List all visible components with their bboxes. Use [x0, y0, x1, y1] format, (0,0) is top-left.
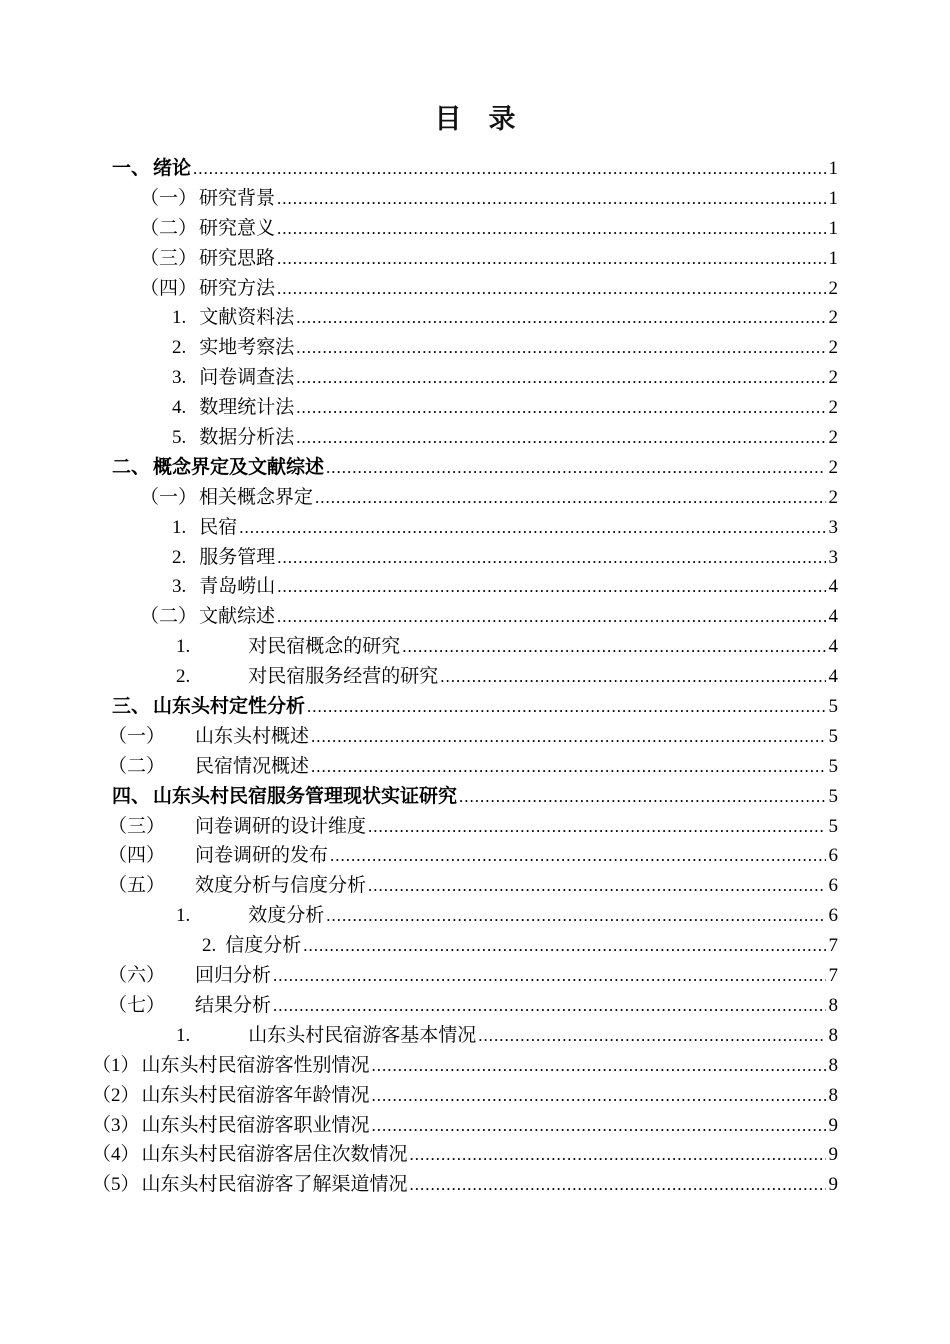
toc-entry-page: 9 [828, 1144, 838, 1166]
toc-entry-page: 5 [828, 785, 838, 807]
dot-leader [193, 154, 826, 184]
dot-leader [372, 1051, 826, 1081]
dot-leader [315, 483, 826, 513]
toc-entry-title: 绪论 [153, 158, 192, 179]
dot-leader [273, 961, 826, 991]
toc-entry-marker: （二） [140, 217, 198, 239]
dot-leader [296, 393, 826, 423]
toc-entry-title: 效度分析与信度分析 [195, 875, 367, 897]
dot-leader [410, 1140, 826, 1170]
toc-entry[interactable] [0, 871, 950, 901]
toc-entry[interactable] [0, 1170, 950, 1200]
dot-leader [277, 184, 826, 214]
toc-entry-title: 文献资料法 [199, 307, 295, 329]
toc-entry[interactable] [0, 662, 950, 692]
toc-entry-marker: 2. [172, 546, 187, 568]
dot-leader [368, 812, 826, 842]
toc-entry-title: 服务管理 [199, 546, 276, 568]
dot-leader [296, 333, 826, 363]
toc-entry-page: 2 [828, 456, 838, 478]
toc-entry-page: 9 [828, 1114, 838, 1136]
toc-entry-title: 实地考察法 [199, 337, 295, 359]
toc-entry[interactable] [0, 513, 950, 543]
toc-entry-title: 研究背景 [199, 187, 276, 209]
toc-entry-marker: 二、 [112, 456, 151, 478]
dot-leader [326, 453, 826, 483]
dot-leader [402, 632, 826, 662]
toc-entry[interactable] [0, 572, 950, 602]
toc-entry[interactable] [0, 991, 950, 1021]
toc-entry[interactable] [0, 214, 950, 244]
dot-leader [311, 722, 826, 752]
toc-entry-title: 文献综述 [199, 606, 276, 628]
toc-entry-page: 6 [828, 875, 838, 897]
dot-leader [372, 1081, 826, 1111]
dot-leader [440, 662, 826, 692]
toc-entry-page: 3 [828, 546, 838, 568]
toc-entry-page: 4 [828, 606, 838, 628]
dot-leader [296, 423, 826, 453]
toc-entry-marker: （七） [108, 994, 166, 1016]
toc-entry-title: 效度分析 [248, 905, 325, 927]
toc-entry-marker: （五） [108, 875, 166, 897]
toc-entry-marker: （四） [108, 845, 166, 867]
toc-entry-page: 6 [828, 905, 838, 927]
toc-entry[interactable] [0, 841, 950, 871]
toc-entry-marker: 2. [172, 337, 187, 359]
toc-entry-page: 2 [828, 277, 838, 299]
dot-leader [277, 274, 826, 304]
toc-entry[interactable] [0, 154, 950, 184]
toc-entry-page: 5 [828, 815, 838, 837]
toc-entry-title: 研究方法 [199, 277, 276, 299]
toc-entry-title: 研究思路 [199, 247, 276, 269]
toc-entry-marker: 2. [202, 935, 217, 957]
dot-leader [326, 901, 826, 931]
toc-entry-page: 3 [828, 516, 838, 538]
toc-entry-page: 8 [828, 1024, 838, 1046]
toc-entry-title: 回归分析 [195, 965, 272, 987]
toc-entry[interactable] [0, 543, 950, 573]
document-title: 目 录 [434, 104, 516, 134]
toc-entry[interactable] [0, 812, 950, 842]
toc-entry-page: 1 [828, 187, 838, 209]
toc-entry-marker: 1. [176, 1024, 191, 1046]
dot-leader [303, 931, 826, 961]
toc-entry-page: 8 [828, 1054, 838, 1076]
toc-entry-marker: （一） [108, 725, 166, 747]
toc-entry-marker: （三） [140, 247, 198, 269]
toc-entry-page: 7 [828, 935, 838, 957]
toc-entry-marker: （3） [92, 1114, 140, 1136]
toc-entry-page: 2 [828, 307, 838, 329]
toc-entry-title: 问卷调研的发布 [195, 845, 329, 867]
toc-entry-page: 5 [828, 696, 838, 718]
toc-entry-page: 2 [828, 367, 838, 389]
toc-entry-marker: 3. [172, 576, 187, 598]
toc-entry[interactable] [0, 722, 950, 752]
toc-entry[interactable] [0, 782, 950, 812]
dot-leader [410, 1170, 826, 1200]
toc-entry-marker: （三） [108, 815, 166, 837]
dot-leader [368, 871, 826, 901]
toc-entry-page: 4 [828, 666, 838, 688]
toc-entry[interactable] [0, 244, 950, 274]
toc-entry-page: 7 [828, 965, 838, 987]
dot-leader [277, 602, 826, 632]
dot-leader [307, 692, 826, 722]
toc-entry-marker: 1. [176, 905, 191, 927]
toc-entry-page: 1 [828, 217, 838, 239]
toc-entry[interactable] [0, 423, 950, 453]
toc-entry[interactable] [0, 1081, 950, 1111]
toc-entry-title: 山东头村定性分析 [153, 696, 306, 718]
toc-entry-title: 山东头村民宿游客年龄情况 [141, 1084, 370, 1106]
toc-entry-title: 山东头村民宿游客性别情况 [141, 1054, 370, 1076]
toc-entry[interactable] [0, 901, 950, 931]
dot-leader [372, 1111, 826, 1141]
toc-entry-title: 问卷调研的设计维度 [195, 815, 367, 837]
toc-entry[interactable] [0, 453, 950, 483]
toc-entry-marker: 2. [176, 666, 191, 688]
toc-entry-title: 相关概念界定 [199, 486, 314, 508]
dot-leader [478, 1021, 826, 1051]
toc-entry-marker: （一） [140, 486, 198, 508]
dot-leader [239, 513, 826, 543]
toc-entry-marker: （六） [108, 965, 166, 987]
toc-entry-marker: 1. [172, 516, 187, 538]
dot-leader [296, 303, 826, 333]
toc-entry[interactable] [0, 483, 950, 513]
toc-entry[interactable] [0, 1021, 950, 1051]
toc-entry-title: 山东头村民宿服务管理现状实证研究 [153, 785, 458, 807]
toc-entry-marker: （四） [140, 277, 198, 299]
dot-leader [277, 214, 826, 244]
toc-entry-title: 山东头村民宿游客基本情况 [248, 1024, 477, 1046]
dot-leader [277, 543, 826, 573]
toc-entry[interactable] [0, 602, 950, 632]
toc-entry-title: 山东头村民宿游客职业情况 [141, 1114, 370, 1136]
toc-entry-page: 4 [828, 576, 838, 598]
toc-entry-marker: （2） [92, 1084, 140, 1106]
toc-entry[interactable] [0, 931, 950, 961]
dot-leader [277, 244, 826, 274]
dot-leader [296, 363, 826, 393]
toc-entry-page: 2 [828, 397, 838, 419]
toc-entry-title: 数据分析法 [199, 427, 295, 449]
toc-entry-title: 结果分析 [195, 994, 272, 1016]
toc-entry-title: 民宿情况概述 [195, 755, 310, 777]
toc-entry[interactable] [0, 1051, 950, 1081]
dot-leader [273, 991, 826, 1021]
toc-entry-title: 青岛崂山 [199, 576, 276, 598]
toc-entry-title: 民宿 [199, 516, 238, 538]
dot-leader [330, 841, 826, 871]
toc-entry-title: 概念界定及文献综述 [153, 456, 325, 478]
toc-entry-marker: （5） [92, 1174, 140, 1196]
toc-entry-page: 8 [828, 1084, 838, 1106]
toc-entry[interactable] [0, 752, 950, 782]
toc-entry-page: 2 [828, 427, 838, 449]
toc-entry[interactable] [0, 632, 950, 662]
toc-entry[interactable] [0, 274, 950, 304]
toc-entry-title: 数理统计法 [199, 397, 295, 419]
toc-entry-marker: 4. [172, 397, 187, 419]
toc-entry-title: 山东头村民宿游客居住次数情况 [141, 1144, 408, 1166]
toc-entry-marker: （二） [108, 755, 166, 777]
toc-entry-page: 5 [828, 725, 838, 747]
dot-leader [459, 782, 826, 812]
toc-entry-marker: 一、 [112, 158, 151, 179]
toc-entry-marker: （4） [92, 1144, 140, 1166]
toc-entry[interactable] [0, 1111, 950, 1141]
toc-entry[interactable] [0, 393, 950, 423]
toc-entry-marker: 四、 [112, 785, 151, 807]
toc-entry-page: 1 [828, 158, 838, 179]
toc-entry-page: 5 [828, 755, 838, 777]
toc-entry[interactable] [0, 184, 950, 214]
toc-list [0, 154, 950, 1200]
toc-entry-page: 2 [828, 337, 838, 359]
toc-entry-title: 对民宿服务经营的研究 [248, 666, 439, 688]
toc-entry-title: 山东头村概述 [195, 725, 310, 747]
toc-entry-title: 研究意义 [199, 217, 276, 239]
toc-entry-title: 对民宿概念的研究 [248, 636, 401, 658]
toc-entry-marker: 三、 [112, 696, 151, 718]
toc-entry-marker: 5. [172, 427, 187, 449]
toc-entry-page: 4 [828, 636, 838, 658]
toc-entry-page: 8 [828, 994, 838, 1016]
toc-entry-page: 9 [828, 1174, 838, 1196]
toc-entry-marker: 1. [172, 307, 187, 329]
toc-entry[interactable] [0, 692, 950, 722]
toc-entry-page: 1 [828, 247, 838, 269]
dot-leader [277, 572, 826, 602]
toc-entry[interactable] [0, 303, 950, 333]
toc-entry[interactable] [0, 363, 950, 393]
toc-entry-marker: （一） [140, 187, 198, 209]
toc-entry-title: 信度分析 [225, 935, 302, 957]
toc-entry-page: 6 [828, 845, 838, 867]
toc-entry-marker: （二） [140, 606, 198, 628]
toc-entry-page: 2 [828, 486, 838, 508]
toc-entry-marker: （1） [92, 1054, 140, 1076]
toc-entry[interactable] [0, 1140, 950, 1170]
dot-leader [311, 752, 826, 782]
toc-entry[interactable] [0, 333, 950, 363]
toc-entry-title: 问卷调查法 [199, 367, 295, 389]
toc-entry-marker: 1. [176, 636, 191, 658]
toc-entry-marker: 3. [172, 367, 187, 389]
toc-entry-title: 山东头村民宿游客了解渠道情况 [141, 1174, 408, 1196]
toc-entry[interactable] [0, 961, 950, 991]
